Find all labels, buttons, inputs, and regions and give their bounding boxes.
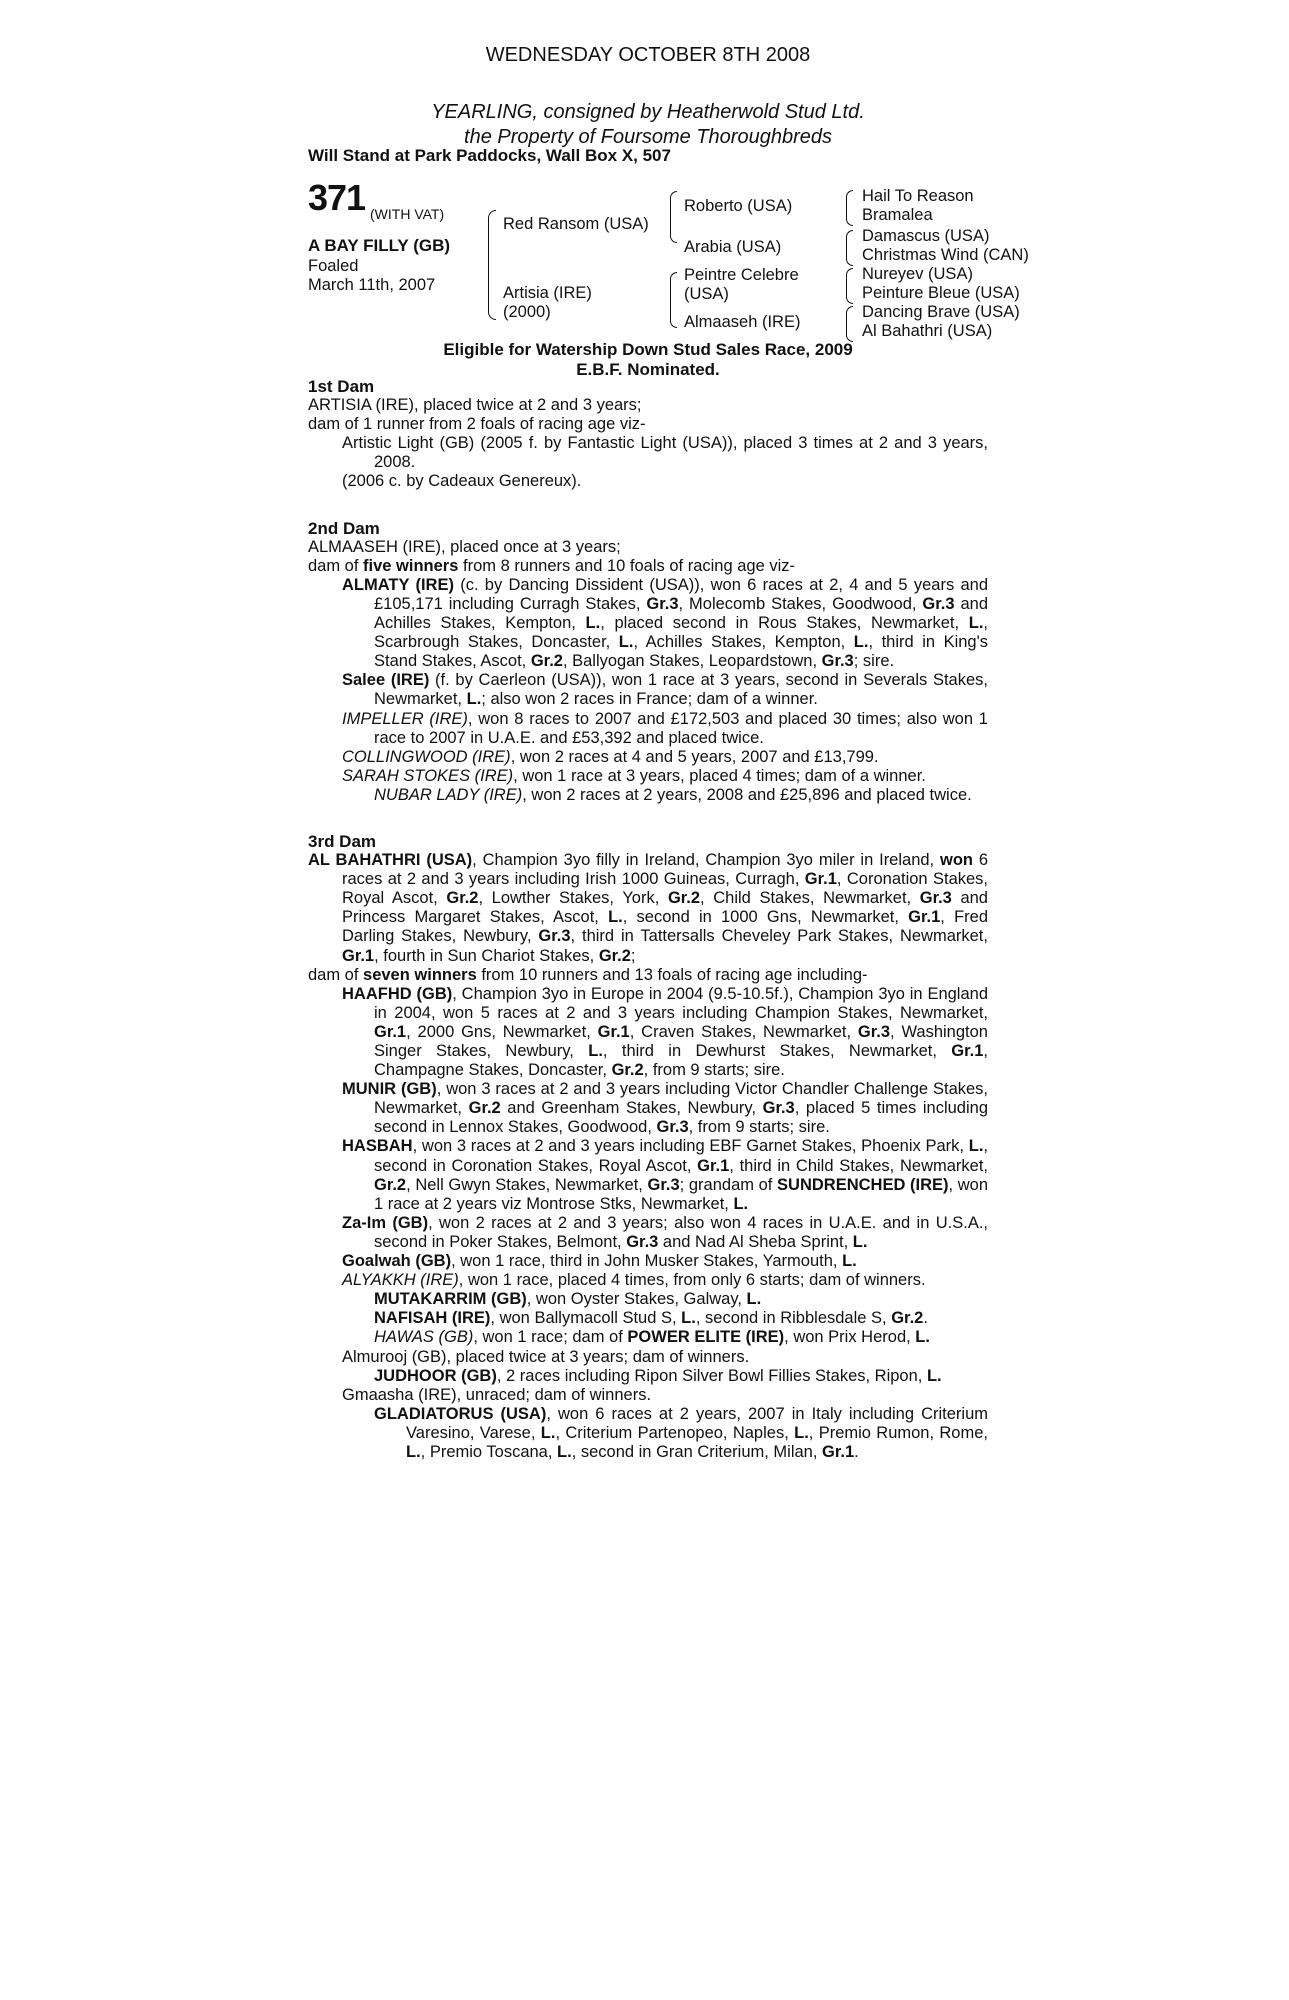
first-dam-heading: 1st Dam xyxy=(308,377,375,396)
produce-entry: JUDHOOR (GB), 2 races including Ripon Silver Bowl Fillies Stakes, Ripon, L. xyxy=(374,1366,942,1385)
consignor-line: YEARLING, consigned by Heatherwold Stud Ltd. xyxy=(431,101,865,123)
produce-entry: Za-Im (GB), won 2 races at 2 and 3 years; also won 4 races in U.A.E. and in U.S.A., second in Poker Stakes, Belmont, Gr.3 and Nad Al Sheba Sprint, L. xyxy=(342,1213,988,1251)
third-dam-produce: dam of seven winners from 10 runners and 13 foals of racing age including- xyxy=(308,965,868,984)
second-dam-heading: 2nd Dam xyxy=(308,518,380,538)
ebf-nominated: E.B.F. Nominated. xyxy=(576,360,720,379)
produce-entry: Salee (IRE) (f. by Caerleon (USA)), won 1 race at 3 years, second in Severals Stakes, Newmarket, L.; also won 2 races in France; dam of a winner. xyxy=(342,671,988,709)
ggp-5: Nureyev (USA) xyxy=(862,265,973,283)
dam-sire-country: (USA) xyxy=(684,285,729,303)
produce-entry: SARAH STOKES (IRE), won 1 race at 3 years, placed 4 times; dam of a winner. xyxy=(342,766,926,785)
produce-entry: MUNIR (GB), won 3 races at 2 and 3 years including Victor Chandler Challenge Stakes, Newmarket, Gr.2 and Greenham Stakes, Newbury, Gr.3, placed 5 times including second in Lennox Stakes, Goodwood, Gr.3, from 9 starts; sire. xyxy=(342,1080,989,1137)
dam-dam: Almaaseh (IRE) xyxy=(684,313,801,331)
sire-dam: Arabia (USA) xyxy=(684,238,782,256)
brace-ggp-3 xyxy=(846,268,853,304)
brace-dam-parents xyxy=(670,272,677,328)
produce-entry: HASBAH, won 3 races at 2 and 3 years including EBF Garnet Stakes, Phoenix Park, L., second in Coronation Stakes, Royal Ascot, Gr.1, third in Child Stakes, Newmarket, Gr.2, Nell Gwyn Stakes, Newmarket, Gr.3; grandam of SUNDRENCHED (IRE), won 1 race at 2 years viz Montrose Stks, Newmarket, L. xyxy=(342,1137,989,1213)
first-dam-summary: ARTISIA (IRE), placed twice at 2 and 3 years; xyxy=(308,396,642,415)
produce-entry: Goalwah (GB), won 1 race, third in John Musker Stakes, Yarmouth, L. xyxy=(342,1252,857,1271)
produce-entry: Almurooj (GB), placed twice at 3 years; dam of winners. xyxy=(342,1347,750,1366)
produce-entry: GLADIATORUS (USA), won 6 races at 2 years, 2007 in Italy including Criterium Varesino, Varese, L., Criterium Partenopeo, Naples, L., Premio Rumon, Rome, L., Premio Toscana, L., second in Gran Criterium, Milan, Gr.1. xyxy=(374,1404,989,1461)
produce-entry: HAWAS (GB), won 1 race; dam of POWER ELITE (IRE), won Prix Herod, L. xyxy=(374,1328,930,1347)
brace-sire-dam xyxy=(488,210,496,320)
produce-entry: NUBAR LADY (IRE), won 2 races at 2 years, 2008 and £25,896 and placed twice. xyxy=(374,785,972,804)
ggp-3: Damascus (USA) xyxy=(862,227,990,245)
produce-record xyxy=(308,377,988,1462)
consignment xyxy=(308,100,988,150)
brace-ggp-2 xyxy=(846,230,853,266)
ggp-7: Dancing Brave (USA) xyxy=(862,303,1020,321)
foaled-label: Foaled xyxy=(308,257,359,275)
produce-entry: IMPELLER (IRE), won 8 races to 2007 and £172,503 and placed 30 times; also won 1 race to 2007 in U.A.E. and £53,392 and placed twice. xyxy=(342,709,988,747)
second-dam-produce: dam of five winners from 8 runners and 10 foals of racing age viz- xyxy=(308,556,795,575)
ggp-6: Peinture Bleue (USA) xyxy=(862,284,1020,302)
stand-location: Will Stand at Park Paddocks, Wall Box X, 507 xyxy=(308,146,671,165)
ggp-2: Bramalea xyxy=(862,206,933,224)
dam-name: Artisia (IRE) xyxy=(503,284,592,302)
brace-ggp-1 xyxy=(846,190,853,226)
eligibility-race: Eligible for Watership Down Stud Sales Race, 2009 xyxy=(443,340,853,359)
foaled-info xyxy=(308,257,435,295)
produce-entry: Gmaasha (IRE), unraced; dam of winners. xyxy=(342,1385,652,1404)
produce-entry: ALYAKKH (IRE), won 1 race, placed 4 times, from only 6 starts; dam of winners. xyxy=(342,1271,926,1290)
third-dam-heading: 3rd Dam xyxy=(308,831,377,851)
produce-entry: Artistic Light (GB) (2005 f. by Fantastic Light (USA)), placed 3 times at 2 and 3 years, 2008. xyxy=(342,434,988,472)
produce-entry: COLLINGWOOD (IRE), won 2 races at 4 and 5 years, 2007 and £13,799. xyxy=(342,747,879,766)
foaled-date: March 11th, 2007 xyxy=(308,276,436,294)
third-dam-summary: AL BAHATHRI (USA), Champion 3yo filly in Ireland, Champion 3yo miler in Ireland, won 6 races at 2 and 3 years including Irish 1000 Guineas, Curragh, Gr.1, Coronation Stakes, Royal Ascot, Gr.2, Lowther Stakes, York, Gr.2, Child Stakes, Newmarket, Gr.3 and Princess Margaret Stakes, Ascot, L., second in 1000 Gns, Newmarket, Gr.1, Fred Darling Stakes, Newbury, Gr.3, third in Tattersalls Cheveley Park Stakes, Newmarket, Gr.1, fourth in Sun Chariot Stakes, Gr.2; xyxy=(308,851,989,965)
dam-sire: Peintre Celebre xyxy=(684,266,799,284)
ggp-4: Christmas Wind (CAN) xyxy=(862,246,1029,264)
lot-description: A BAY FILLY (GB) xyxy=(308,236,451,255)
dam-year: (2000) xyxy=(503,303,551,321)
brace-ggp-4 xyxy=(846,306,853,342)
produce-entry: ALMATY (IRE) (c. by Dancing Dissident (USA)), won 6 races at 2, 4 and 5 years and £105,171 including Curragh Stakes, Gr.3, Molecomb Stakes, Goodwood, Gr.3 and Achilles Stakes, Kempton, L., placed second in Rous Stakes, Newmarket, L., Scarbrough Stakes, Doncaster, L., Achilles Stakes, Kempton, L., third in King's Stand Stakes, Ascot, Gr.2, Ballyogan Stakes, Leopardstown, Gr.3; sire. xyxy=(342,575,988,671)
first-dam-produce: dam of 1 runner from 2 foals of racing age viz- xyxy=(308,415,646,434)
owner-line: the Property of Foursome Thoroughbreds xyxy=(464,126,832,148)
brace-sire-parents xyxy=(670,191,677,243)
produce-entry: NAFISAH (IRE), won Ballymacoll Stud S, L., second in Ribblesdale S, Gr.2. xyxy=(374,1309,928,1328)
produce-entry: HAAFHD (GB), Champion 3yo in Europe in 2004 (9.5-10.5f.), Champion 3yo in England in 2004, won 5 races at 2 and 3 years including Champion Stakes, Newmarket, Gr.1, 2000 Gns, Newmarket, Gr.1, Craven Stakes, Newmarket, Gr.3, Washington Singer Stakes, Newbury, L., third in Dewhurst Stakes, Newmarket, Gr.1, Champagne Stakes, Doncaster, Gr.2, from 9 starts; sire. xyxy=(342,984,989,1080)
ggp-8: Al Bahathri (USA) xyxy=(862,322,993,340)
vat-note: (WITH VAT) xyxy=(370,206,445,222)
sire-sire: Roberto (USA) xyxy=(684,197,793,215)
eligibility xyxy=(308,340,988,380)
ggp-1: Hail To Reason xyxy=(862,187,974,205)
sire: Red Ransom (USA) xyxy=(503,215,649,233)
produce-entry: MUTAKARRIM (GB), won Oyster Stakes, Galway, L. xyxy=(374,1290,762,1309)
sale-date: WEDNESDAY OCTOBER 8TH 2008 xyxy=(485,44,811,66)
produce-entry: (2006 c. by Cadeaux Genereux). xyxy=(342,472,582,491)
lot-number: 371 xyxy=(308,177,366,218)
second-dam-summary: ALMAASEH (IRE), placed once at 3 years; xyxy=(308,537,621,556)
